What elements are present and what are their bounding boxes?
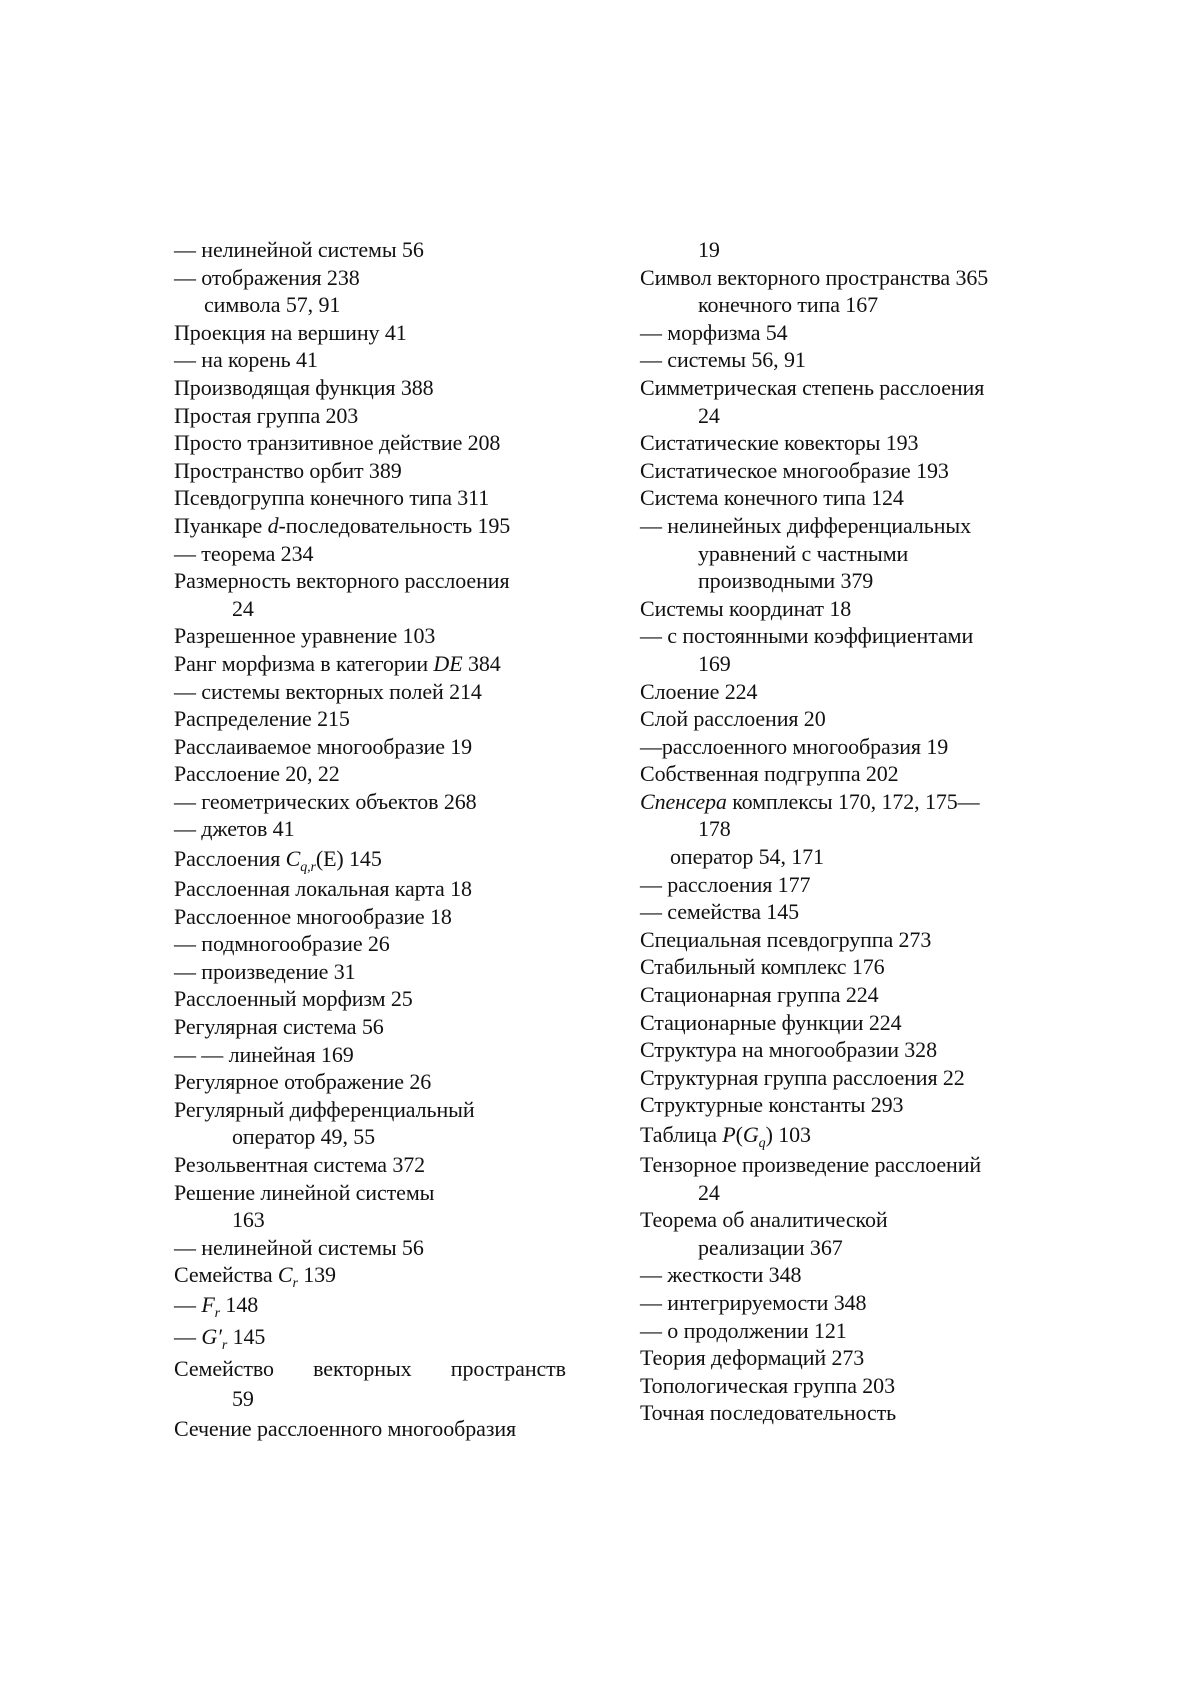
index-entry: Структура на многообразии 328 [640,1037,937,1063]
index-entry: Псевдогруппа конечного типа 311 [174,485,490,511]
entry-text: Ранг морфизма в категории [174,650,434,676]
index-entry: 19 [698,237,720,262]
index-entry: 24 [698,1179,720,1205]
index-entry: — с постоянными коэффициентами [640,623,974,649]
math-paren: ( [735,1122,743,1147]
entry-word: Семейство [174,1355,274,1381]
index-entry: — системы 56, 91 [640,347,806,373]
index-entry: Сечение расслоенного многообразия [174,1415,517,1441]
index-entry: Симметрическая степень расслоения [640,374,985,400]
index-entry: 163 [232,1207,265,1233]
index-entry: Расслоенная локальная карта 18 [174,876,472,902]
index-entry: Стационарная группа 224 [640,982,879,1008]
index-entry: Символ векторного пространства 365 [640,264,989,290]
math-symbol: P [722,1122,736,1147]
entry-text: 148 [220,1291,259,1317]
index-entry [174,843,594,875]
entry-text: Таблица [640,1122,723,1147]
index-entry: — на корень 41 [174,347,318,373]
math-subscript: r [214,1305,221,1321]
index-entry: Теорема об аналитической [640,1207,888,1233]
entry-word: пространств [450,1355,566,1381]
index-entry: Распределение 215 [174,706,350,732]
math-subscript: r [221,1337,228,1353]
index-entry: 169 [698,650,731,676]
entry-text: Семейства [174,1262,278,1288]
math-symbol: G′ [201,1323,222,1349]
math-symbol: d [267,512,279,538]
index-entry: Топологическая группа 203 [640,1372,895,1398]
index-entry: Пространство орбит 389 [174,457,402,483]
index-entry: производными 379 [698,568,874,594]
index-entry: — — линейная 169 [174,1041,354,1067]
entry-word: векторных [313,1355,412,1381]
index-entry: Теория деформаций 273 [640,1345,865,1371]
entry-text: 384 [462,650,501,676]
index-entry: оператор 49, 55 [232,1124,376,1150]
index-entry: — о продолжении 121 [640,1317,847,1343]
index-entry: Регулярный дифференциальный [174,1096,475,1122]
index-entry: Системы координат 18 [640,595,852,621]
index-entry [174,1261,594,1292]
index-entry: — расслоения 177 [640,871,811,897]
index-entry: Производящая функция 388 [174,374,434,400]
entry-text: 139 [297,1262,336,1288]
index-entry: — произведение 31 [174,958,356,984]
index-entry: Структурные константы 293 [640,1092,904,1118]
entry-text: Пуанкаре [174,512,268,538]
index-entry: Простая группа 203 [174,402,359,428]
entry-text: -последовательность 195 [278,512,511,538]
math-symbol: F [201,1291,215,1317]
index-entry: 59 [232,1385,254,1411]
index-entry: Стационарные функции 224 [640,1009,902,1035]
index-entry: Собственная подгруппа 202 [640,761,899,787]
index-entry: Расслоенный морфизм 25 [174,986,413,1012]
entry-text-italic: Спенсера [640,788,727,814]
index-entry: — жесткости 348 [640,1262,802,1288]
index-entry: — нелинейной системы 56 [174,1234,424,1260]
index-entry: Размерность векторного расслоения [174,568,510,594]
index-entry [174,512,594,540]
index-entry: Система конечного типа 124 [640,485,904,511]
index-entry: Расслоенное многообразие 18 [174,903,452,929]
index-entry [640,788,1070,816]
index-entry [640,1119,1070,1151]
index-entry: Регулярное отображение 26 [174,1069,432,1095]
index-entry: оператор 54, 171 [670,844,824,870]
math-symbol: C [277,1262,293,1288]
entry-text: Расслоения [174,846,286,872]
index-entry [174,1353,566,1385]
index-entry: —расслоенного многообразия 19 [640,733,949,759]
index-entry: Расслаиваемое многообразие 19 [174,733,473,759]
entry-text: ) 103 [765,1122,811,1147]
index-entry: Проекция на вершину 41 [174,319,407,345]
index-entry: Специальная псевдогруппа 273 [640,926,932,952]
index-entry: — семейства 145 [640,899,799,925]
index-entry: 178 [698,816,731,842]
math-symbol: DE [433,650,463,676]
index-column-left [174,236,594,1445]
index-entry: Регулярная система 56 [174,1014,384,1040]
math-subscript: r [292,1276,298,1292]
index-entry: Разрешенное уравнение 103 [174,623,436,649]
index-entry [174,1321,594,1353]
index-entry: — отображения 238 [174,264,360,290]
entry-text: — [174,1291,202,1317]
index-entry: Слоение 224 [640,678,758,704]
index-entry: Расслоение 20, 22 [174,761,340,787]
entry-text: (E) 145 [315,846,382,872]
index-entry: конечного типа 167 [698,292,879,318]
index-entry: — теорема 234 [174,540,314,566]
index-entry: — джетов 41 [174,816,295,842]
math-subscript: q [758,1136,766,1151]
index-entry: Тензорное произведение расслоений [640,1152,982,1177]
index-entry: Структурная группа расслоения 22 [640,1064,965,1090]
index-entry: 24 [698,402,720,428]
entry-text: комплексы 170, 172, 175— [726,788,980,814]
index-entry: Слой расслоения 20 [640,706,826,732]
index-column-right [640,236,1070,1427]
index-entry: — нелинейной системы 56 [174,237,424,262]
index-entry: Просто транзитивное действие 208 [174,430,501,456]
index-entry: — системы векторных полей 214 [174,678,482,704]
index-entry: Систатическое многообразие 193 [640,457,949,483]
entry-text: — [174,1323,202,1349]
index-entry: — нелинейных дифференциальных [640,512,971,538]
index-entry: — подмногообразие 26 [174,931,390,957]
index-entry: уравнений с частными [698,540,909,566]
index-entry [174,1289,594,1321]
math-subscript: q,r [300,860,316,876]
index-entry: реализации 367 [698,1234,843,1260]
index-entry: символа 57, 91 [204,292,341,318]
index-entry: Стабильный комплекс 176 [640,954,885,980]
index-entry: — геометрических объектов 268 [174,788,477,814]
index-entry: 24 [232,595,254,621]
index-entry [174,650,594,678]
math-symbol: G [742,1122,759,1147]
index-entry: Решение линейной системы [174,1179,435,1205]
entry-text: 145 [227,1323,266,1349]
index-entry: Резольвентная система 372 [174,1152,426,1177]
index-entry: — морфизма 54 [640,319,788,345]
math-symbol: C [285,846,301,872]
index-entry: Систатические ковекторы 193 [640,430,919,456]
index-entry: Точная последовательность [640,1400,897,1426]
index-entry: — интегрируемости 348 [640,1289,867,1315]
